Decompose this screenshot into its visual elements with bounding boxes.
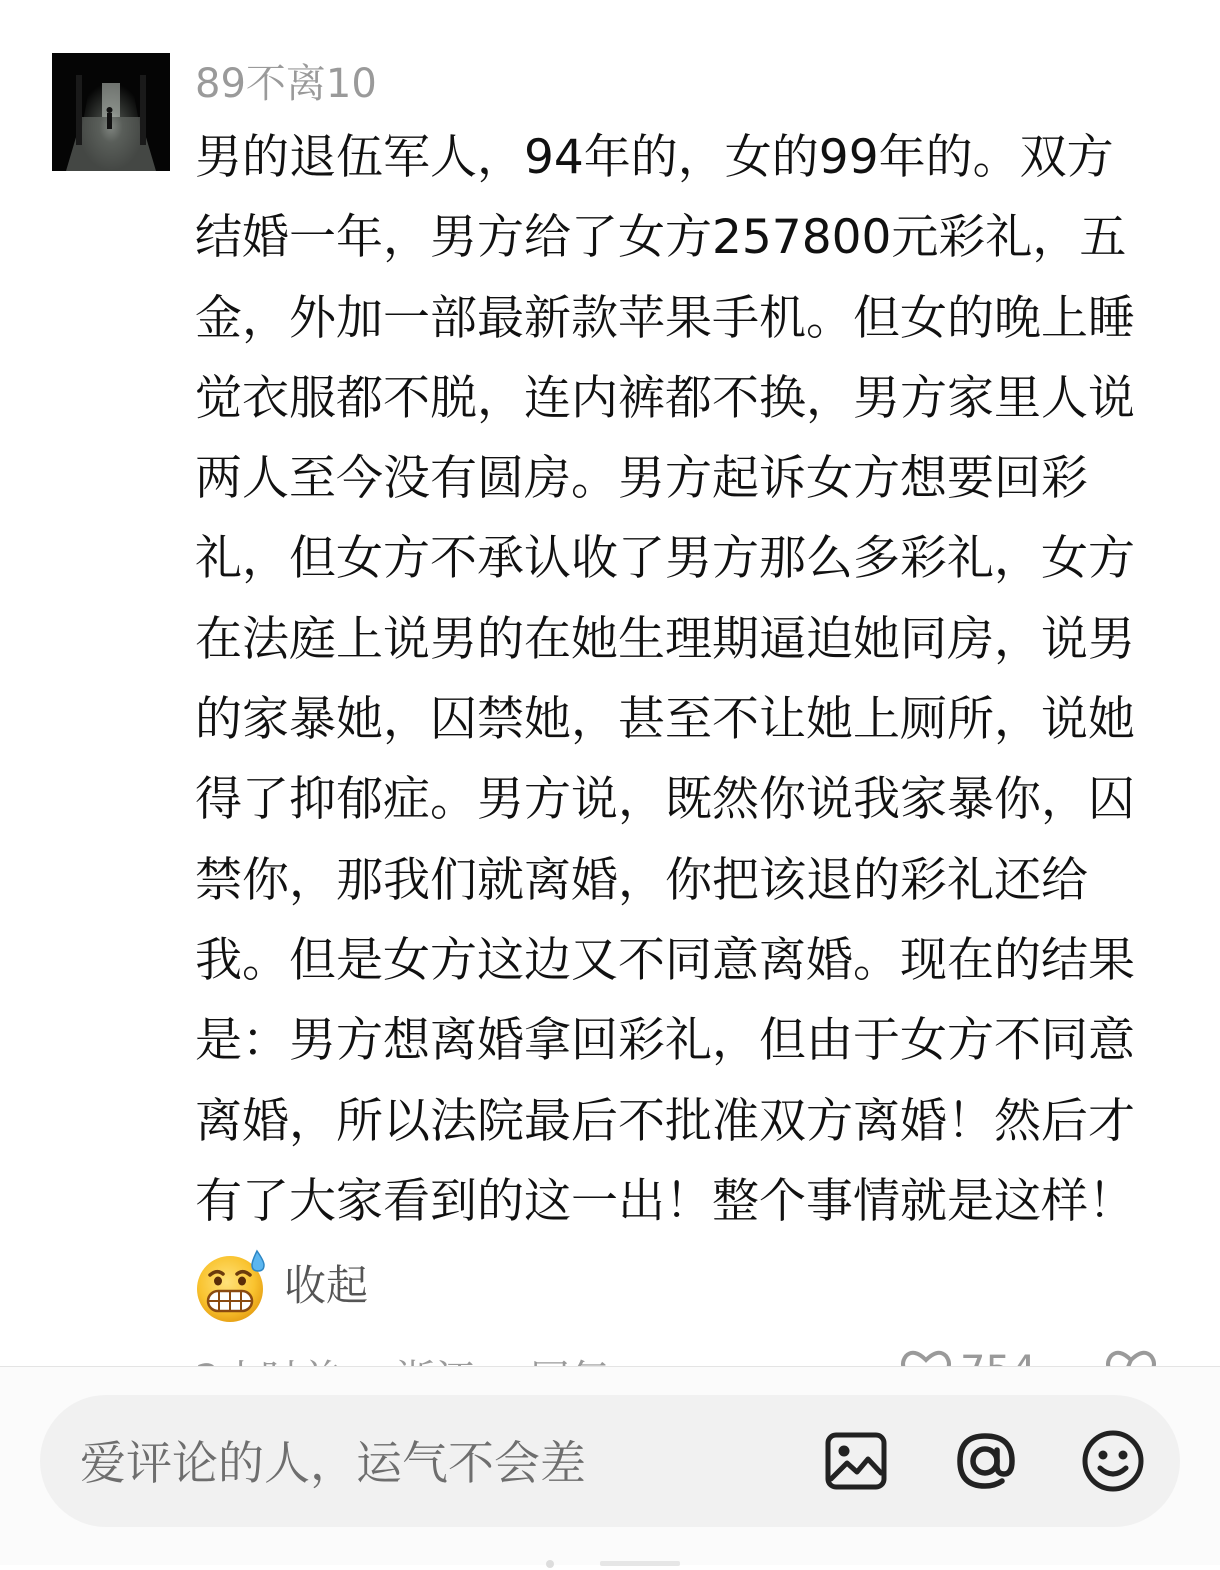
comment-input-bar[interactable] <box>40 1395 1180 1527</box>
grimacing-sweat-emoji-icon <box>192 1247 270 1325</box>
comment-text <box>195 118 1165 1242</box>
collapse-link[interactable]: 收起 <box>284 1261 369 1310</box>
emoji-collapse-row <box>192 1246 368 1326</box>
mention-icon[interactable] <box>952 1428 1018 1494</box>
comment-line: 男的退伍军人，94年的，女的99年的。双方 <box>195 130 1114 185</box>
comment-line: 是：男方想离婚拿回彩礼，但由于女方不同意 <box>195 1013 1135 1069</box>
comment-input-placeholder[interactable]: 爱评论的人，运气不会差 <box>80 1436 586 1490</box>
comment-line: 金，外加一部最新款苹果手机。但女的晚上睡 <box>195 290 1135 346</box>
comment-line: 得了抑郁症。男方说，既然你说我家暴你，囚 <box>195 772 1135 828</box>
comment-line: 有了大家看到的这一出！整个事情就是这样！ <box>195 1173 1135 1229</box>
comment-line: 的家暴她，囚禁她，甚至不让她上厕所，说她 <box>195 692 1135 748</box>
comment-line: 结婚一年，男方给了女方257800元彩礼，五 <box>195 210 1127 266</box>
emoji-picker-icon[interactable] <box>1080 1428 1146 1494</box>
bottom-watermark <box>540 1551 690 1561</box>
comment-line: 我。但是女方这边又不同意离婚。现在的结果 <box>195 932 1135 988</box>
comment-line: 两人至今没有圆房。男方起诉女方想要回彩 <box>195 451 1088 507</box>
comment-line: 禁你，那我们就离婚，你把该退的彩礼还给 <box>195 852 1088 908</box>
comment-line: 离婚，所以法院最后不批准双方离婚！然后才 <box>195 1093 1135 1149</box>
comment-line: 在法庭上说男的在她生理期逼迫她同房，说男 <box>195 611 1135 667</box>
username[interactable]: 89不离10 <box>195 61 377 107</box>
comment-line: 觉衣服都不脱，连内裤都不换，男方家里人说 <box>195 370 1135 426</box>
avatar-image <box>52 53 170 171</box>
comment-line: 礼，但女方不承认收了男方那么多彩礼，女方 <box>195 531 1135 587</box>
image-icon[interactable] <box>823 1428 889 1494</box>
avatar[interactable] <box>52 53 170 171</box>
comment-meta-row <box>195 1344 1165 1368</box>
